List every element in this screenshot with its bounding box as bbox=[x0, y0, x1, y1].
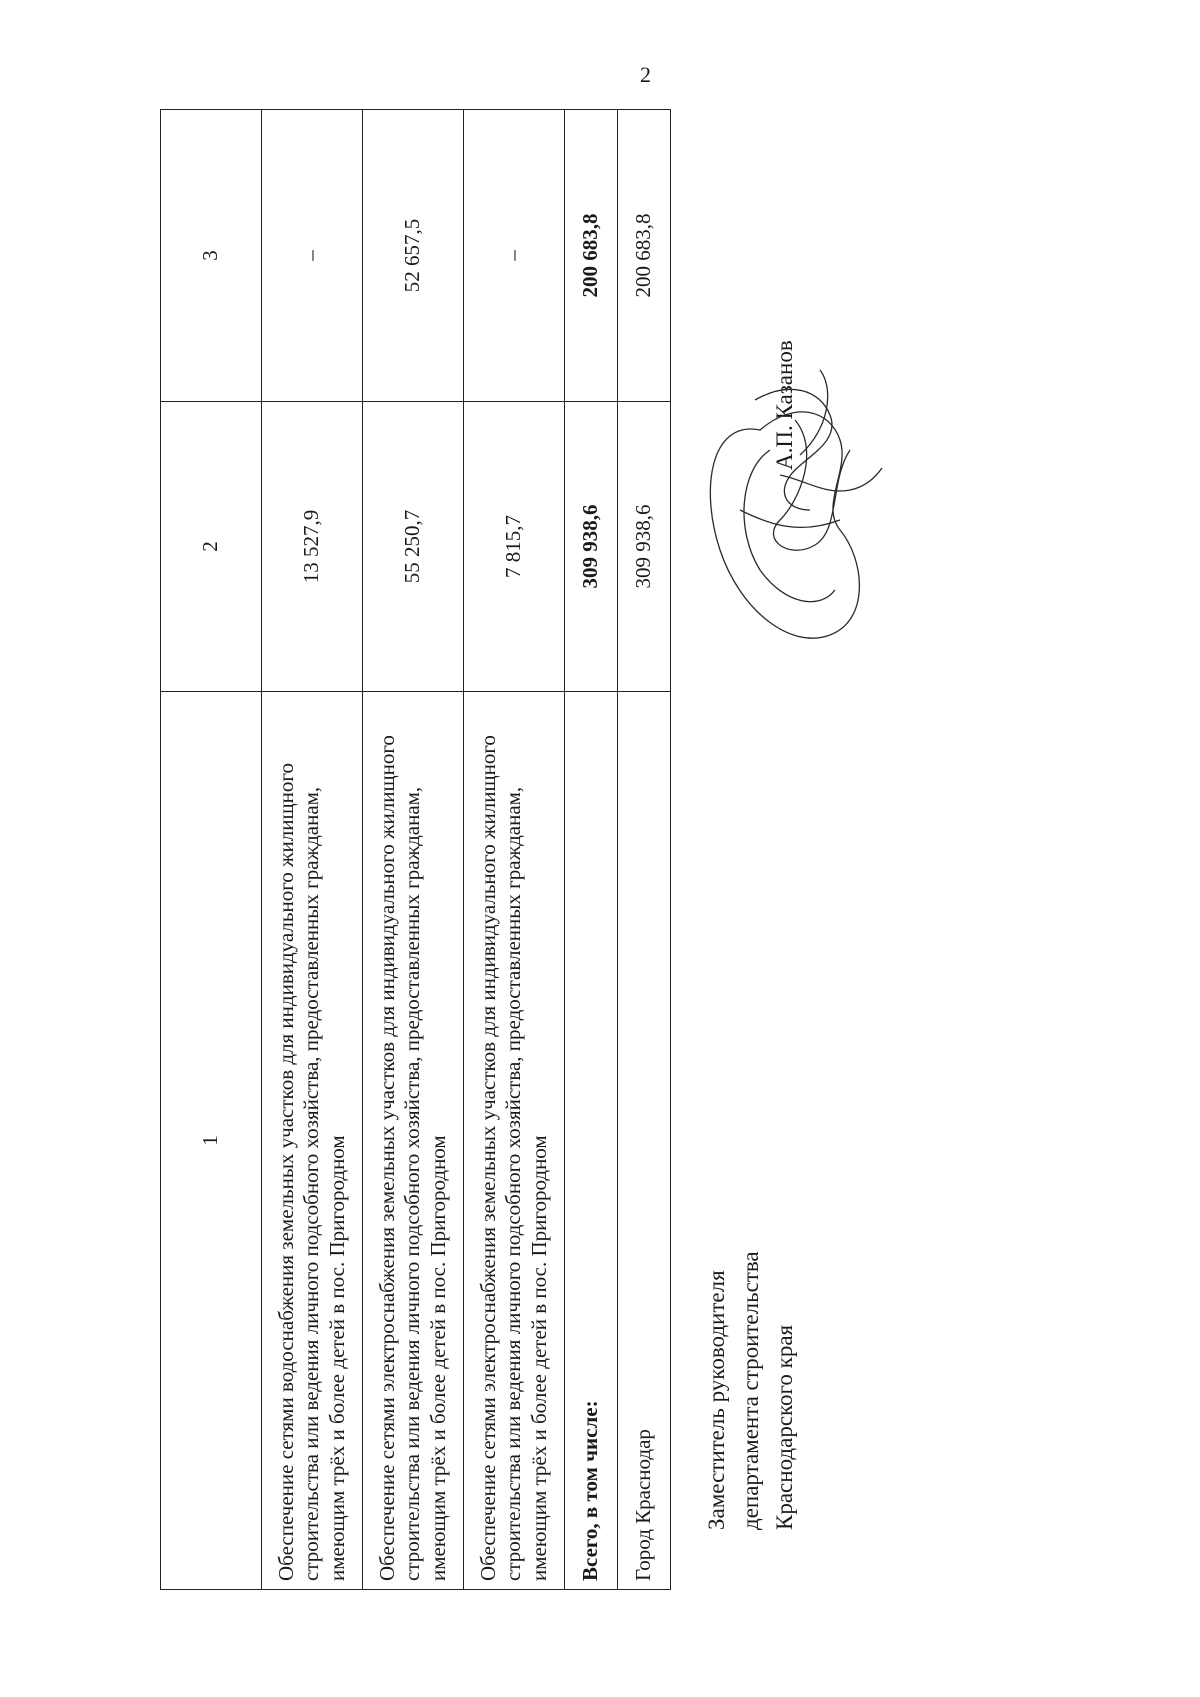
table-row bbox=[262, 110, 363, 1590]
table-header-row bbox=[161, 110, 262, 1590]
city-col3: 200 683,8 bbox=[618, 110, 671, 402]
row-name: Обеспечение сетями электроснабжения земельных участков для индивидуального жилищного строительства или ведения личного подсобного хозяйства, предоставленных гражданам, имеющим трёх и более детей в пос. Пригородном bbox=[363, 692, 464, 1590]
signature-block bbox=[700, 110, 820, 1590]
row-name: Обеспечение сетями электроснабжения земельных участков для индивидуального жилищного строительства или ведения личного подсобного хозяйства, предоставленных гражданам, имеющим трёх и более детей в пос. Пригородном bbox=[464, 692, 565, 1590]
signatory-title-line: департамента строительства bbox=[738, 1251, 763, 1530]
signatory-title-line: Заместитель руководителя bbox=[704, 1270, 729, 1530]
header-cell: 1 bbox=[161, 692, 262, 1590]
row-value-col3: 52 657,5 bbox=[363, 110, 464, 402]
signatory-title bbox=[700, 1251, 802, 1530]
row-value-col2: 13 527,9 bbox=[262, 402, 363, 692]
header-cell: 2 bbox=[161, 402, 262, 692]
row-value-col2: 7 815,7 bbox=[464, 402, 565, 692]
header-cell: 3 bbox=[161, 110, 262, 402]
handwritten-signature bbox=[700, 360, 890, 660]
city-col2: 309 938,6 bbox=[618, 402, 671, 692]
total-row bbox=[565, 110, 618, 1590]
rotated-content bbox=[160, 110, 960, 1590]
table-row bbox=[363, 110, 464, 1590]
city-row bbox=[618, 110, 671, 1590]
city-label: Город Краснодар bbox=[618, 692, 671, 1590]
row-value-col3: – bbox=[262, 110, 363, 402]
page-number: 2 bbox=[640, 62, 651, 87]
row-value-col2: 55 250,7 bbox=[363, 402, 464, 692]
signatory-title-line: Краснодарского края bbox=[772, 1324, 797, 1530]
table-row bbox=[464, 110, 565, 1590]
total-label: Всего, в том числе: bbox=[565, 692, 618, 1590]
signatory-name: А.П. Казанов bbox=[772, 340, 797, 470]
total-col2: 309 938,6 bbox=[565, 402, 618, 692]
total-col3: 200 683,8 bbox=[565, 110, 618, 402]
row-value-col3: – bbox=[464, 110, 565, 402]
funding-table bbox=[160, 109, 671, 1590]
row-name: Обеспечение сетями водоснабжения земельных участков для индивидуального жилищного строительства или ведения личного подсобного хозяйства, предоставленных гражданам, имеющим трёх и более детей в пос. Пригородном bbox=[262, 692, 363, 1590]
